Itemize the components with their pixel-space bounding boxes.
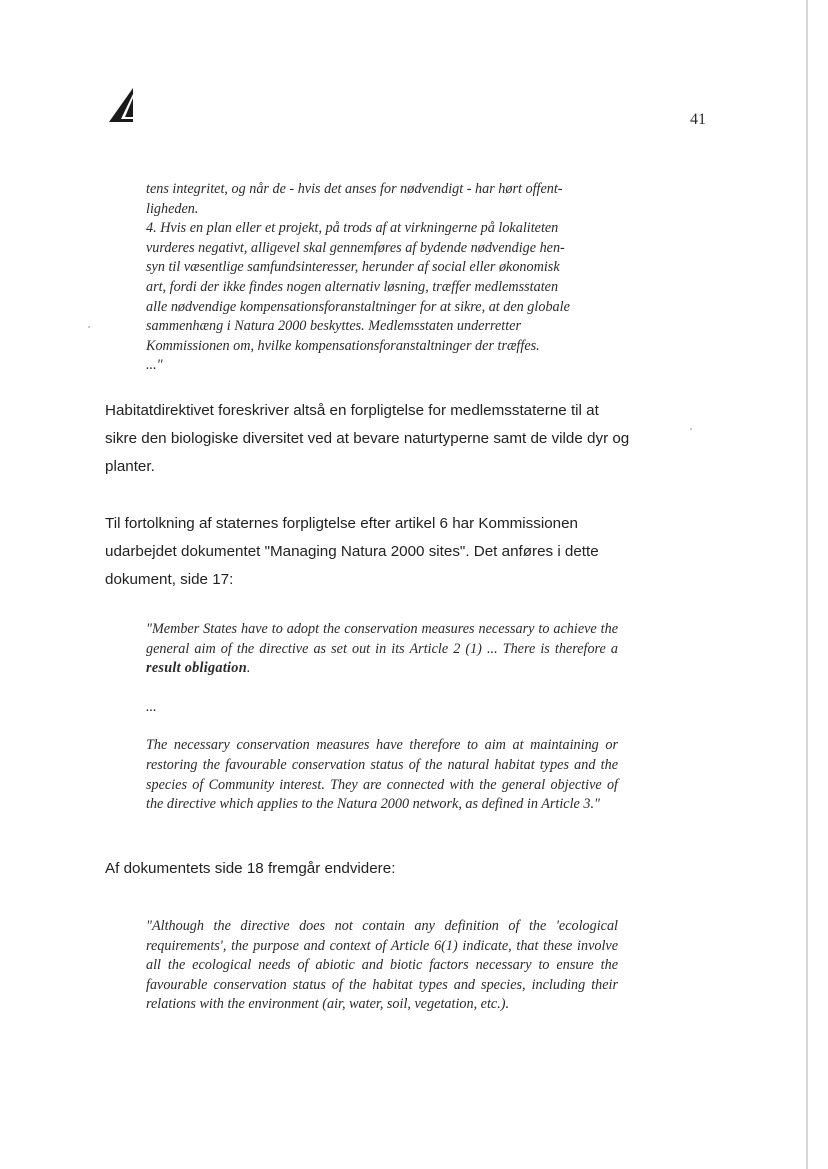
quote-paragraph: "Member States have to adopt the conservation measures necessary to achieve the general aim of the directive as set out in its Article 2 (1) ... There is therefore a result obligation. [146,621,618,677]
quote-line: tens integritet, og når de - hvis det anses for nødvendigt - har hørt offent- [146,181,563,197]
paragraph-habitat-directive: Habitatdirektivet foreskriver altså en forpligtelse for medlemsstaterne til at sikre den biologiske diversitet ved at bevare naturtyperne samt de vilde dyr og planter. [105,402,630,475]
quote-line: sammenhæng i Natura 2000 beskyttes. Medlemsstaten underretter [146,318,521,335]
quote-line: ligheden. [146,200,199,217]
quote-paragraph: "Although the directive does not contain any definition of the 'ecological requirements', the purpose and context of Article 6(1) indicate, that these involve all the ecological needs of abiotic and biotic factors necessary to ensure the favourable conservation status of the habitat types and species, including their relations with the environment (air, water, soil, vegetation, etc.). [146,918,618,1013]
quote-paragraph: The necessary conservation measures have therefore to aim at maintaining or restoring the favourable conservation status of the natural habitat types and the species of Community interest. They are connected with the general objective of the directive which applies to the Natura 2000 network, as defined in Article 3." [146,737,618,813]
quote-managing-natura [146,620,618,815]
scan-edge [806,0,808,1169]
scan-speck [690,428,692,430]
quote-article-6 [146,180,618,376]
quote-line: alle nødvendige kompensationsforanstaltninger for at sikre, at den globale [146,298,570,315]
quote-ellipsis: ... [146,698,157,715]
quote-line: ..." [146,357,163,374]
quote-line: Kommissionen om, hvilke kompensationsforanstaltninger der træffes. [146,337,540,354]
sail-logo-icon [109,88,135,122]
page-number: 41 [690,111,706,128]
quote-emphasis: result obligation [146,660,247,677]
quote-line: art, fordi der ikke findes nogen alternativ løsning, træffer medlemsstaten [146,278,559,295]
scan-speck [88,326,90,328]
paragraph-side-18: Af dokumentets side 18 fremgår endvidere: [105,860,396,877]
quote-ecological-requirements [146,917,618,1015]
paragraph-interpretation: Til fortolkning af staternes forpligtelse efter artikel 6 har Kommissionen udarbejdet dokumentet "Managing Natura 2000 sites". Det anføres i dette dokument, side 17: [105,515,599,588]
quote-line: syn til væsentlige samfundsinteresser, herunder af social eller økonomisk [146,259,560,276]
quote-line: vurderes negativt, alligevel skal gennemføres af bydende nødvendige hen- [146,239,565,256]
quote-line: 4. Hvis en plan eller et projekt, på trods af at virkningerne på lokaliteten [146,220,559,237]
quote-lines [146,180,618,376]
